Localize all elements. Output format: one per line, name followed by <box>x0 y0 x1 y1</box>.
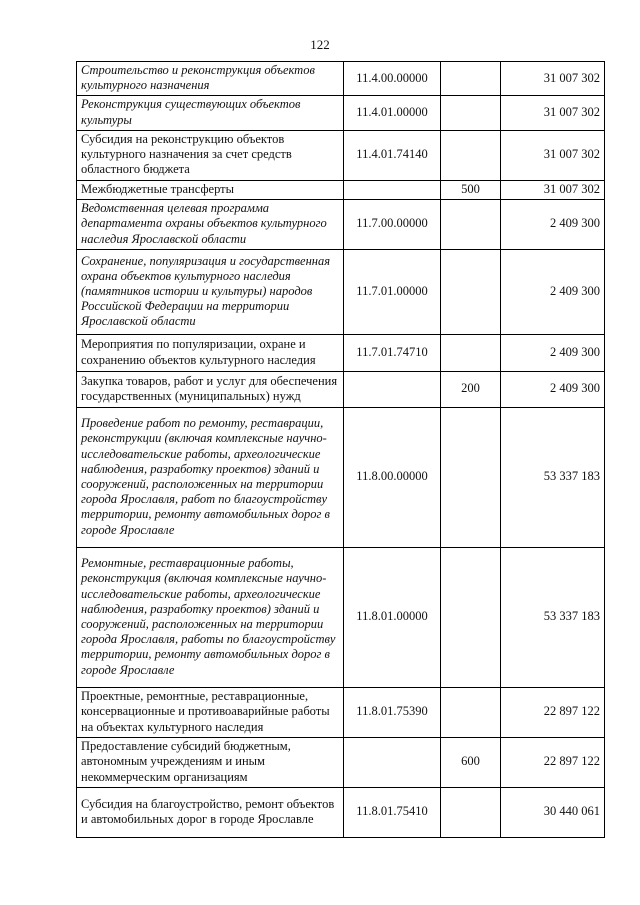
item-name: Проектные, ремонтные, реставрационные, консервационные и противоаварийные работы на объектах культурного наследия <box>77 688 344 738</box>
amount: 53 337 183 <box>501 548 605 688</box>
expense-type-code: 200 <box>441 372 501 408</box>
amount: 2 409 300 <box>501 335 605 372</box>
item-name: Ремонтные, реставрационные работы, реконструкция (включая комплексные научно-исследовательские работы, археологические наблюдения, разработку проектов) зданий и сооружений, расположенных на территории города Ярославля, работы по благоустройству территории, ремонту автомобильных дорог в городе Ярославле <box>77 548 344 688</box>
amount: 30 440 061 <box>501 788 605 838</box>
expense-type-code <box>441 788 501 838</box>
table-row <box>77 548 605 688</box>
item-name: Закупка товаров, работ и услуг для обеспечения государственных (муниципальных) нужд <box>77 372 344 408</box>
item-name: Реконструкция существующих объектов культуры <box>77 96 344 130</box>
classification-code: 11.7.01.00000 <box>344 250 441 335</box>
classification-code: 11.7.01.74710 <box>344 335 441 372</box>
table-row <box>77 688 605 738</box>
amount: 31 007 302 <box>501 180 605 199</box>
budget-table <box>76 61 605 838</box>
table-row <box>77 408 605 548</box>
amount: 22 897 122 <box>501 688 605 738</box>
item-name: Строительство и реконструкция объектов культурного назначения <box>77 62 344 96</box>
classification-code: 11.4.00.00000 <box>344 62 441 96</box>
amount: 31 007 302 <box>501 96 605 130</box>
expense-type-code <box>441 688 501 738</box>
item-name: Предоставление субсидий бюджетным, автономным учреждениям и иным некоммерческим организациям <box>77 738 344 788</box>
table-row <box>77 96 605 130</box>
amount: 2 409 300 <box>501 250 605 335</box>
classification-code: 11.4.01.00000 <box>344 96 441 130</box>
item-name: Проведение работ по ремонту, реставрации, реконструкции (включая комплексные научно-исследовательские работы, археологические наблюдения, разработку проектов) зданий и сооружений, расположенных на территории города Ярославля, работ по благоустройству территории, ремонту автомобильных дорог в городе Ярославле <box>77 408 344 548</box>
classification-code: 11.8.01.00000 <box>344 548 441 688</box>
expense-type-code <box>441 408 501 548</box>
table-row <box>77 130 605 180</box>
item-name: Субсидия на благоустройство, ремонт объектов и автомобильных дорог в городе Ярославле <box>77 788 344 838</box>
amount: 22 897 122 <box>501 738 605 788</box>
amount: 53 337 183 <box>501 408 605 548</box>
expense-type-code <box>441 96 501 130</box>
classification-code: 11.4.01.74140 <box>344 130 441 180</box>
expense-type-code <box>441 335 501 372</box>
expense-type-code <box>441 548 501 688</box>
classification-code <box>344 372 441 408</box>
expense-type-code: 500 <box>441 180 501 199</box>
expense-type-code <box>441 62 501 96</box>
amount: 2 409 300 <box>501 200 605 250</box>
table-row <box>77 62 605 96</box>
expense-type-code <box>441 250 501 335</box>
expense-type-code <box>441 200 501 250</box>
classification-code: 11.8.01.75390 <box>344 688 441 738</box>
item-name: Сохранение, популяризация и государственная охрана объектов культурного наследия (памятников истории и культуры) народов Российской Федерации на территории Ярославской области <box>77 250 344 335</box>
classification-code: 11.8.00.00000 <box>344 408 441 548</box>
classification-code: 11.8.01.75410 <box>344 788 441 838</box>
item-name: Ведомственная целевая программа департамента охраны объектов культурного наследия Ярославской области <box>77 200 344 250</box>
table-row <box>77 180 605 199</box>
table-row <box>77 372 605 408</box>
expense-type-code <box>441 130 501 180</box>
table-row <box>77 788 605 838</box>
classification-code <box>344 180 441 199</box>
amount: 2 409 300 <box>501 372 605 408</box>
item-name: Субсидия на реконструкцию объектов культурного назначения за счет средств областного бюджета <box>77 130 344 180</box>
budget-table-body <box>77 62 605 838</box>
expense-type-code: 600 <box>441 738 501 788</box>
table-row <box>77 738 605 788</box>
item-name: Межбюджетные трансферты <box>77 180 344 199</box>
amount: 31 007 302 <box>501 130 605 180</box>
table-row <box>77 250 605 335</box>
item-name: Мероприятия по популяризации, охране и сохранению объектов культурного наследия <box>77 335 344 372</box>
table-row <box>77 200 605 250</box>
amount: 31 007 302 <box>501 62 605 96</box>
page-number: 122 <box>310 37 330 52</box>
classification-code: 11.7.00.00000 <box>344 200 441 250</box>
classification-code <box>344 738 441 788</box>
table-row <box>77 335 605 372</box>
